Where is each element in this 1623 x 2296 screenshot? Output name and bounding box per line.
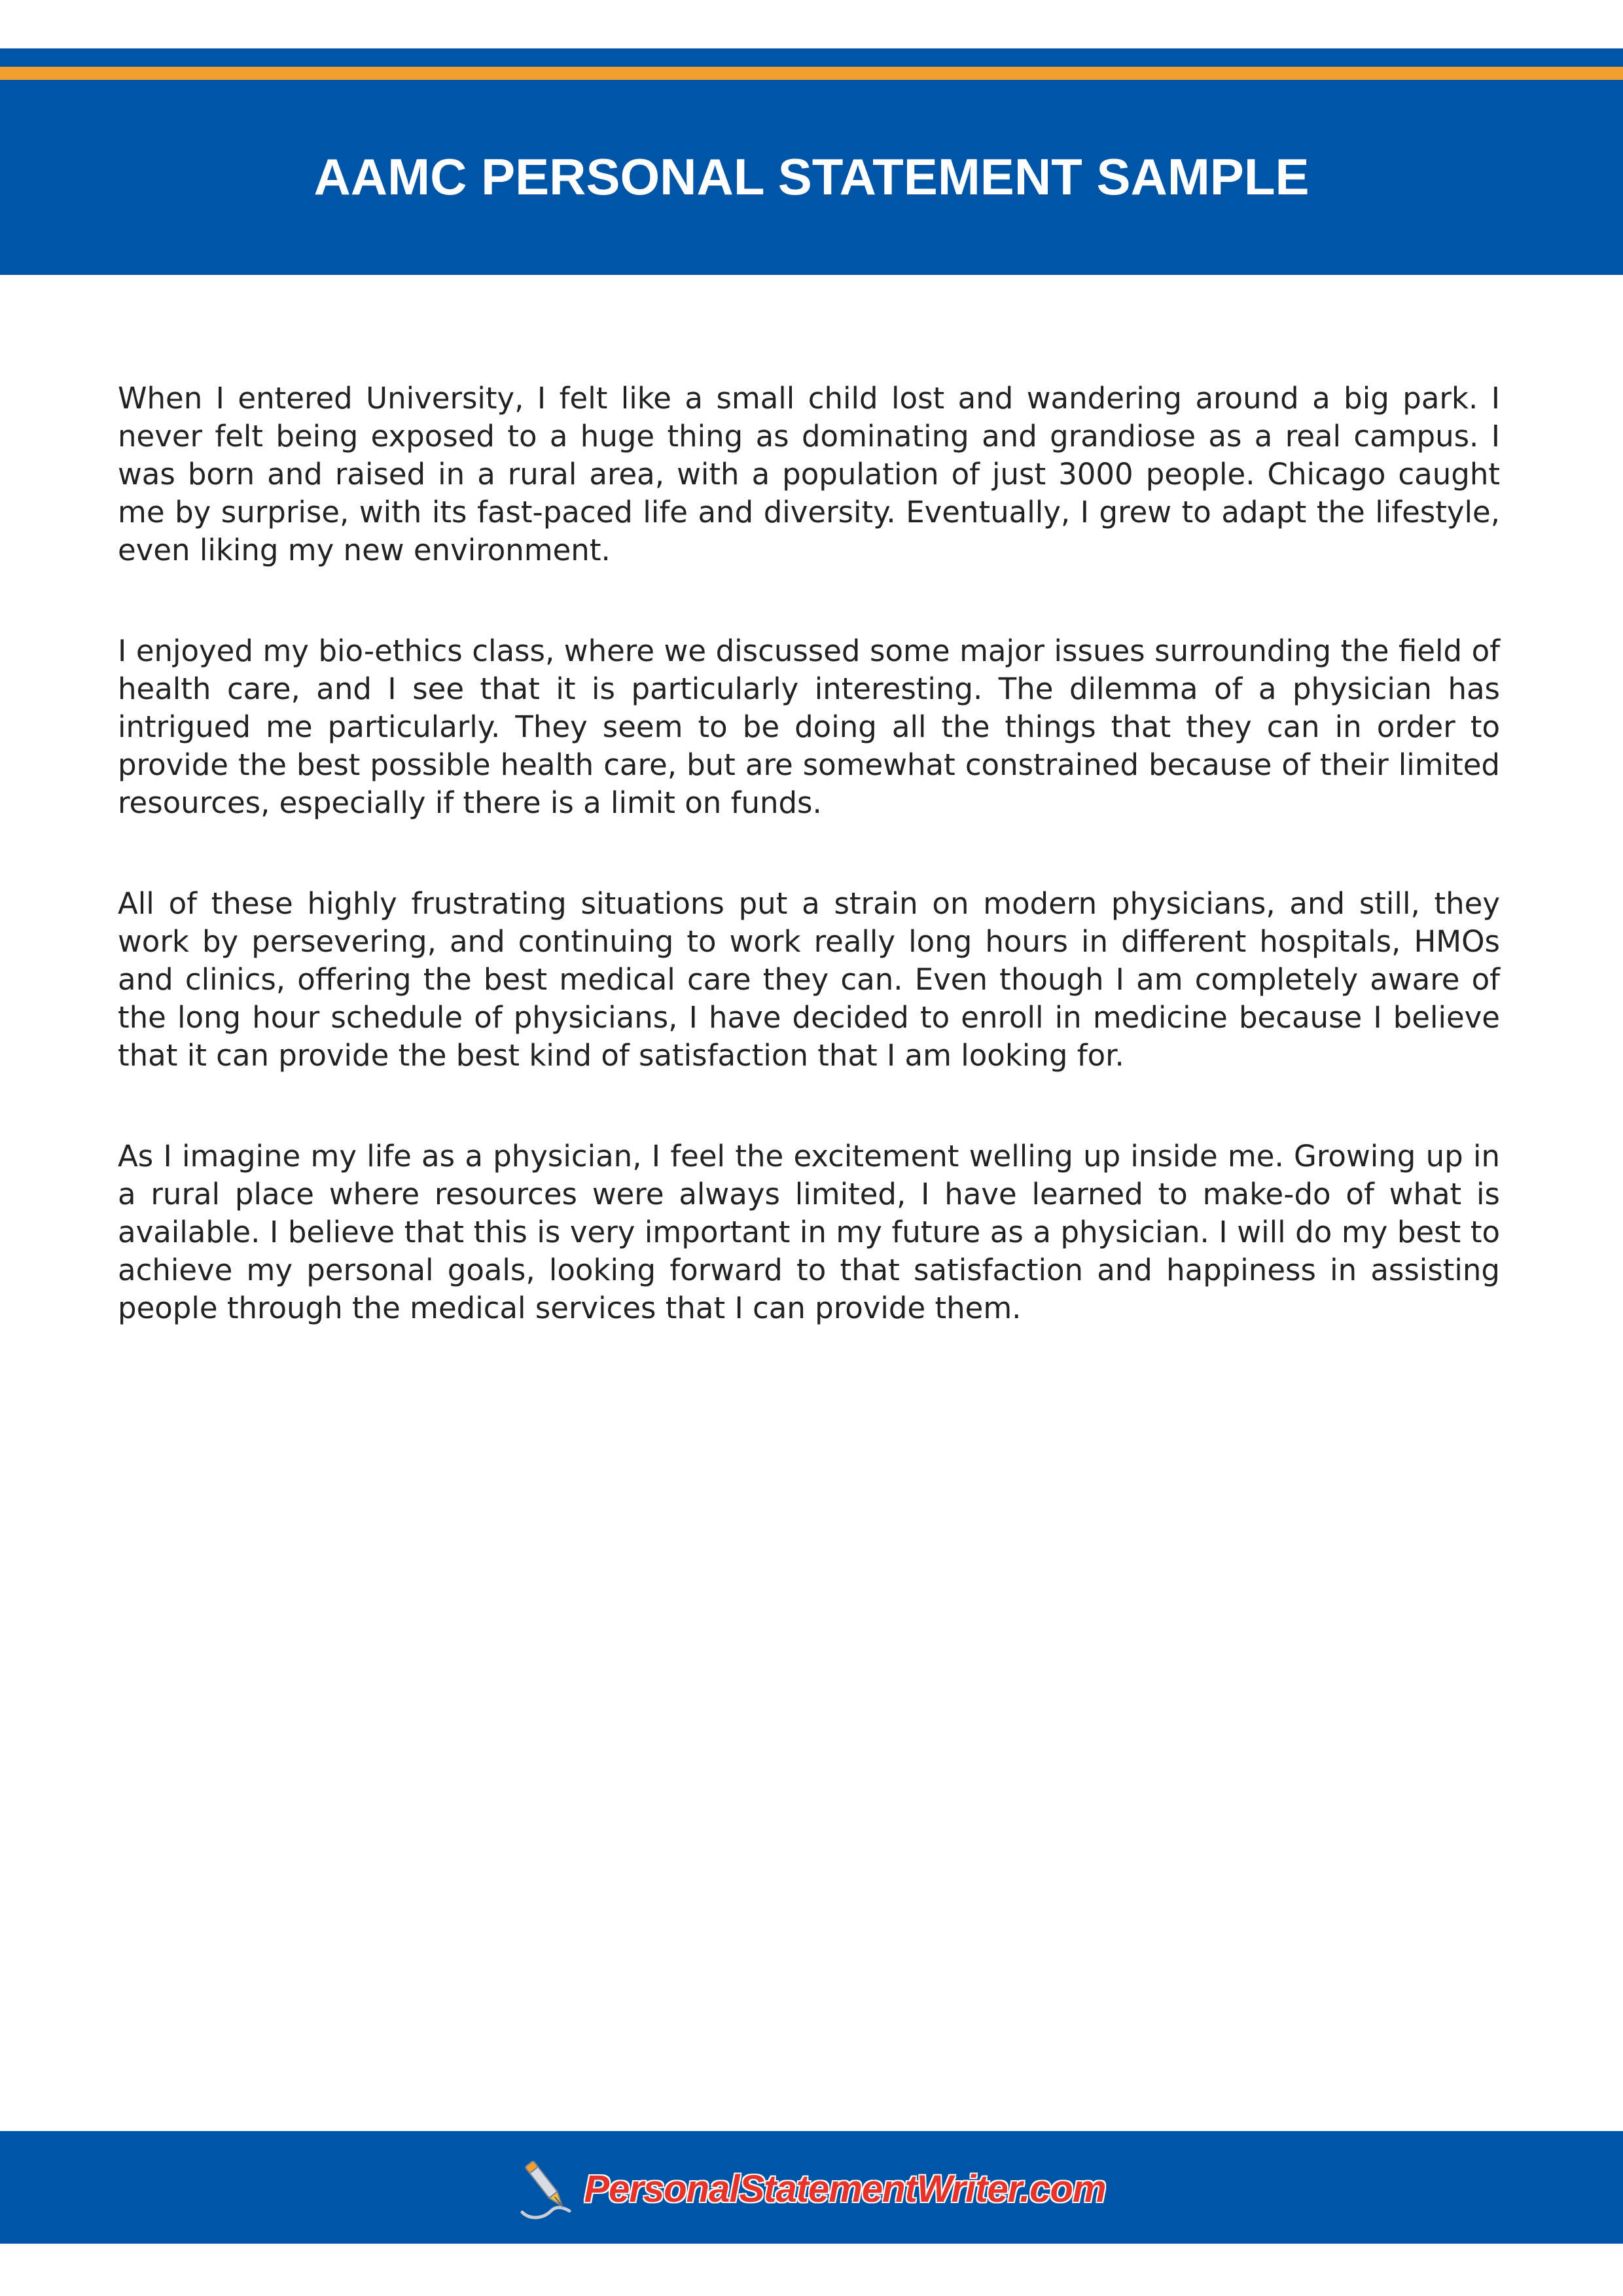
site-logo[interactable] <box>0 2156 1623 2221</box>
statement-body <box>118 380 1500 1390</box>
paragraph-2: I enjoyed my bio-ethics class, where we discussed some major issues surrounding the field of health care, and I see that it is particularly interesting. The dilemma of a physician has intrigued me particularly. They seem to be doing all the things that they can in order to provide the best possible health care, but are somewhat constrained because of their limited resources, especially if there is a limit on funds. <box>118 634 1500 820</box>
header-band <box>0 48 1623 275</box>
paragraph-3: All of these highly frustrating situations put a strain on modern physicians, and still, they work by persevering, and continuing to work really long hours in different hospitals, HMOs and clinics, offering the best medical care they can. Even though I am completely aware of the long hour schedule of physicians, I have decided to enroll in medicine because I believe that it can provide the best kind of satisfaction that I am looking for. <box>118 886 1500 1073</box>
page-title: AAMC PERSONAL STATEMENT SAMPLE <box>313 148 1310 206</box>
footer-band <box>0 2131 1623 2244</box>
logo-text: PersonalStatementWriter.com <box>584 2167 1106 2210</box>
paragraph-4: As I imagine my life as a physician, I feel the excitement welling up inside me. Growing up in a rural place where resources were always limited, I have learned to make-do of what is available. I believe that this is very important in my future as a physician. I will do my best to achieve my personal goals, looking forward to that satisfaction and happiness in assisting people through the medical services that I can provide them. <box>118 1139 1500 1325</box>
paragraph-1: When I entered University, I felt like a small child lost and wandering around a big park. I never felt being exposed to a huge thing as dominating and grandiose as a real campus. I was born and raised in a rural area, with a population of just 3000 people. Chicago caught me by surprise, with its fast-paced life and diversity. Eventually, I grew to adapt the lifestyle, even liking my new environment. <box>118 381 1500 567</box>
header-stripe <box>0 67 1623 80</box>
pen-icon <box>517 2156 580 2221</box>
